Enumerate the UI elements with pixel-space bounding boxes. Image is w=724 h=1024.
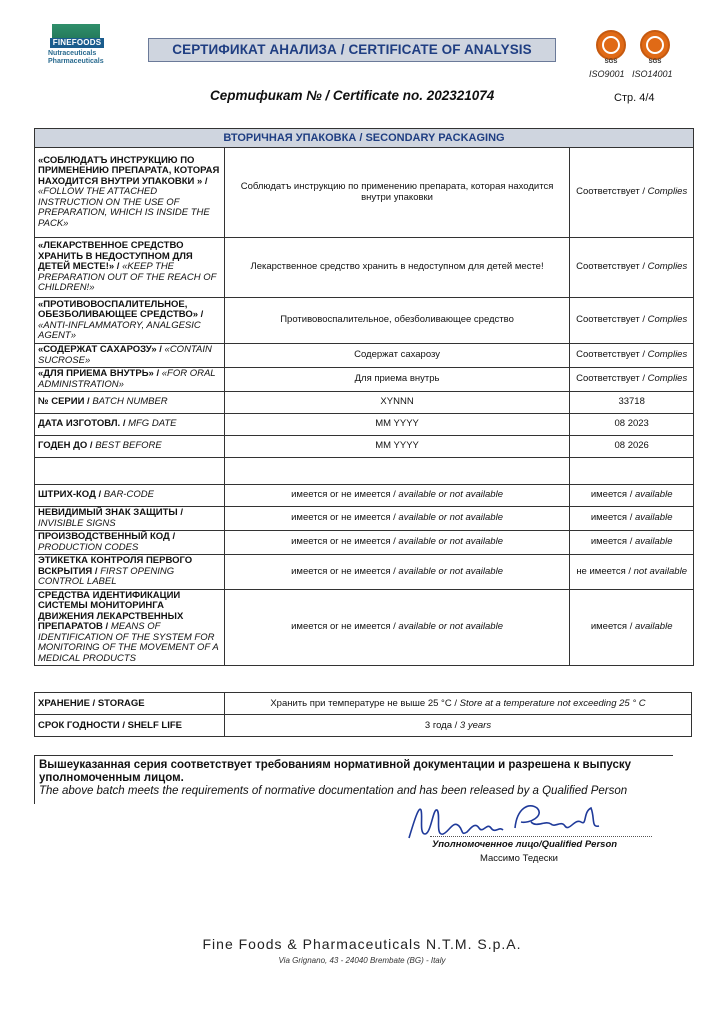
logo-subtitle: Nutraceuticals Pharmaceuticals [48,50,104,65]
sgs-seal-label: SGS [648,59,662,65]
result-ru: Соответствует / [576,349,645,361]
parameter-ru: «ДЛЯ ПРИЕМА ВНУТРЬ» / [38,368,160,379]
parameter-cell [35,414,225,436]
result-en: Complies [647,186,688,198]
parameter-ru: ГОДЕН ДО / [38,440,93,452]
parameter-cell [35,436,225,458]
logo-wordmark: FINEFOODS [50,38,104,48]
result-cell [570,148,694,238]
specification-cell [224,531,570,555]
result-en: Complies [647,349,688,361]
table-row [35,531,694,555]
result-cell [570,392,694,414]
parameter-ru: № СЕРИИ / [38,396,90,408]
certificate-number: Сертификат № / Certificate no. 202321074 [210,88,495,103]
parameter-cell [35,148,225,238]
table-row [35,298,694,344]
specification-en: available or not available [398,621,503,632]
sgs-seal-icon [640,30,670,60]
result-ru: имеется / [590,621,633,632]
table-row [35,485,694,507]
table-row [35,414,694,436]
result-ru: Соответствует / [576,186,645,198]
spacer-row [35,458,694,485]
result-cell [570,344,694,368]
result-en: available [634,621,673,632]
result-ru: имеется / [590,489,633,501]
parameter-ru: ПРОИЗВОДСТВЕННЫЙ КОД / [38,531,176,542]
iso-9001-label: ISO9001 [589,69,625,79]
parameter-cell [35,392,225,414]
parameter-ru: СРЕДСТВА ИДЕНТИФИКАЦИИ СИСТЕМЫ МОНИТОРИНГА ДВИЖЕНИЯ ЛЕКАРСТВЕННЫХ ПРЕПАРАТОВ / [38,589,184,632]
sgs-seal-label: SGS [604,59,618,65]
result-cell [570,238,694,298]
parameter-en: «KEEP THE PREPARATION OUT OF THE REACH OF CHILDREN!» [38,261,217,294]
specification-en: available or not available [398,512,503,524]
parameter-ru: «ПРОТИВОВОСПАЛИТЕЛЬНОЕ, ОБЕЗБОЛИВАЮЩЕЕ СРЕДСТВО» / [38,298,204,320]
shelf-life-value: 3 года / 3 years [225,715,692,737]
specification-cell [224,589,570,666]
result-en: available [634,512,673,524]
release-statement [34,755,673,804]
result-ru: Соответствует / [576,373,645,385]
parameter-cell [35,507,225,531]
result-cell [570,485,694,507]
release-text-ru: Вышеуказанная серия соответствует требованиям нормативной документации и разрешена к выпуску уполномоченным лицом. [39,759,632,784]
parameter-cell [35,589,225,666]
parameter-cell [35,298,225,344]
release-text-en: The above batch meets the requirements of normative documentation and has been released by a Qualified Person [39,785,628,797]
parameter-en: BATCH NUMBER [92,396,168,408]
storage-row [35,693,692,715]
result-cell [570,298,694,344]
storage-value: Хранить при температуре не выше 25 °C / Store at a temperature not exceeding 25 ° C [225,693,692,715]
result-en: Complies [647,373,688,385]
result-cell [570,507,694,531]
parameter-en: «ANTI-INFLAMMATORY, ANALGESIC AGENT» [38,319,201,341]
parameter-en: FIRST OPENING CONTROL LABEL [38,565,175,587]
parameter-ru: ДАТА ИЗГОТОВЛ. / [38,418,126,430]
specification-cell [224,555,570,590]
shelf-life-row [35,715,692,737]
result-ru: имеется / [590,512,633,524]
specification-ru: имеется or не имеется / [291,565,396,577]
result-en: available [634,536,673,548]
table-row [35,368,694,392]
result-cell [570,414,694,436]
parameter-en: PRODUCTION CODES [38,541,139,553]
parameter-ru: НЕВИДИМЫЙ ЗНАК ЗАЩИТЫ / [38,507,183,518]
specification-ru: имеется or не имеется / [291,512,396,524]
storage-label: ХРАНЕНИЕ / STORAGE [35,693,225,715]
parameter-en: BEST BEFORE [95,440,162,452]
specification-cell: Противовоспалительное, обезболивающее средство [224,298,570,344]
parameter-cell [35,531,225,555]
iso-14001-label: ISO14001 [632,69,673,79]
result-cell [570,589,694,666]
result-cell [570,555,694,590]
footer-address: Via Grignano, 43 - 24040 Brembate (BG) - Italy [278,956,446,965]
parameter-cell [35,555,225,590]
parameter-ru: «СОДЕРЖАТ САХАРОЗУ» / [38,344,162,355]
result-ru: 33718 [618,396,645,408]
qualified-person-name: Массимо Тедески [480,853,558,864]
page-title: СЕРТИФИКАТ АНАЛИЗА / CERTIFICATE OF ANALYSIS [148,38,556,62]
analysis-table [34,128,694,666]
parameter-ru: «СОБЛЮДАТЪ ИНСТРУКЦИЮ ПО ПРИМЕНЕНИЮ ПРЕПАРАТА, КОТОРАЯ НАХОДИТСЯ ВНУТРИ УПАКОВКИ » / [38,154,220,187]
result-en: not available [633,565,687,577]
result-ru: имеется / [590,536,633,548]
parameter-cell [35,485,225,507]
specification-en: available or not available [398,489,503,501]
specification-cell [224,507,570,531]
result-ru: Соответствует / [576,261,645,273]
table-row [35,344,694,368]
specification-cell: XYNNN [224,392,570,414]
parameter-cell [35,238,225,298]
specification-cell: Для приема внутрь [224,368,570,392]
qualified-person-title: Уполномоченное лицо/Qualified Person [432,839,618,850]
specification-ru: имеется or не имеется / [291,536,396,548]
parameter-en: MEANS OF IDENTIFICATION OF THE SYSTEM FOR MONITORING OF THE MOVEMENT OF A MEDICAL PRODUCTS [38,621,219,664]
storage-table [34,692,692,737]
section-title: ВТОРИЧНАЯ УПАКОВКА / SECONDARY PACKAGING [35,129,694,148]
signature-line [430,836,652,837]
parameter-en: «FOLLOW THE ATTACHED INSTRUCTION ON THE USE OF PREPARATION, WHICH IS INSIDE THE PACK» [38,186,210,229]
page-number: Стр. 4/4 [614,92,655,104]
table-row [35,392,694,414]
specification-cell: MM YYYY [224,436,570,458]
sgs-seal-icon [596,30,626,60]
result-cell [570,436,694,458]
specification-en: available or not available [398,565,503,577]
specification-cell: Лекарственное средство хранить в недоступном для детей месте! [224,238,570,298]
parameter-en: «FOR ORAL ADMINISTRATION» [38,368,216,390]
result-ru: не имеется / [576,565,631,577]
parameter-en: «CONTAIN SUCROSE» [38,344,212,366]
result-en: Complies [647,314,688,326]
footer-company: Fine Foods & Pharmaceuticals N.T.M. S.p.A. [202,936,522,952]
parameter-en: BAR-CODE [103,489,154,501]
specification-ru: имеется or не имеется / [291,489,396,501]
specification-en: available or not available [398,536,503,548]
parameter-ru: «ЛЕКАРСТВЕННОЕ СРЕДСТВО ХРАНИТЬ В НЕДОСТУПНОМ ДЛЯ ДЕТЕЙ МЕСТЕ!» / [38,240,193,273]
parameter-cell [35,368,225,392]
shelf-life-label: СРОК ГОДНОСТИ / SHELF LIFE [35,715,225,737]
parameter-cell [35,344,225,368]
table-row [35,436,694,458]
result-en: Complies [647,261,688,273]
table-row [35,507,694,531]
specification-cell: MM YYYY [224,414,570,436]
specification-cell [224,485,570,507]
parameter-en: INVISIBLE SIGNS [38,517,116,529]
result-cell [570,531,694,555]
parameter-ru: ШТРИХ-КОД / [38,489,102,501]
table-row [35,148,694,238]
table-row [35,238,694,298]
table-row [35,589,694,666]
result-cell [570,368,694,392]
specification-cell: Соблюдатъ инструкцию по применению препарата, которая находится внутри упаковки [224,148,570,238]
table-row [35,555,694,590]
result-ru: Соответствует / [576,314,645,326]
parameter-en: MFG DATE [128,418,177,430]
section-header-row [35,129,694,148]
parameter-ru: ЭТИКЕТКА КОНТРОЛЯ ПЕРВОГО ВСКРЫТИЯ / [38,555,193,577]
result-ru: 08 2026 [614,440,649,452]
result-en: available [634,489,673,501]
result-ru: 08 2023 [614,418,649,430]
specification-cell: Содержат сахарозу [224,344,570,368]
specification-ru: имеется or не имеется / [291,621,396,632]
